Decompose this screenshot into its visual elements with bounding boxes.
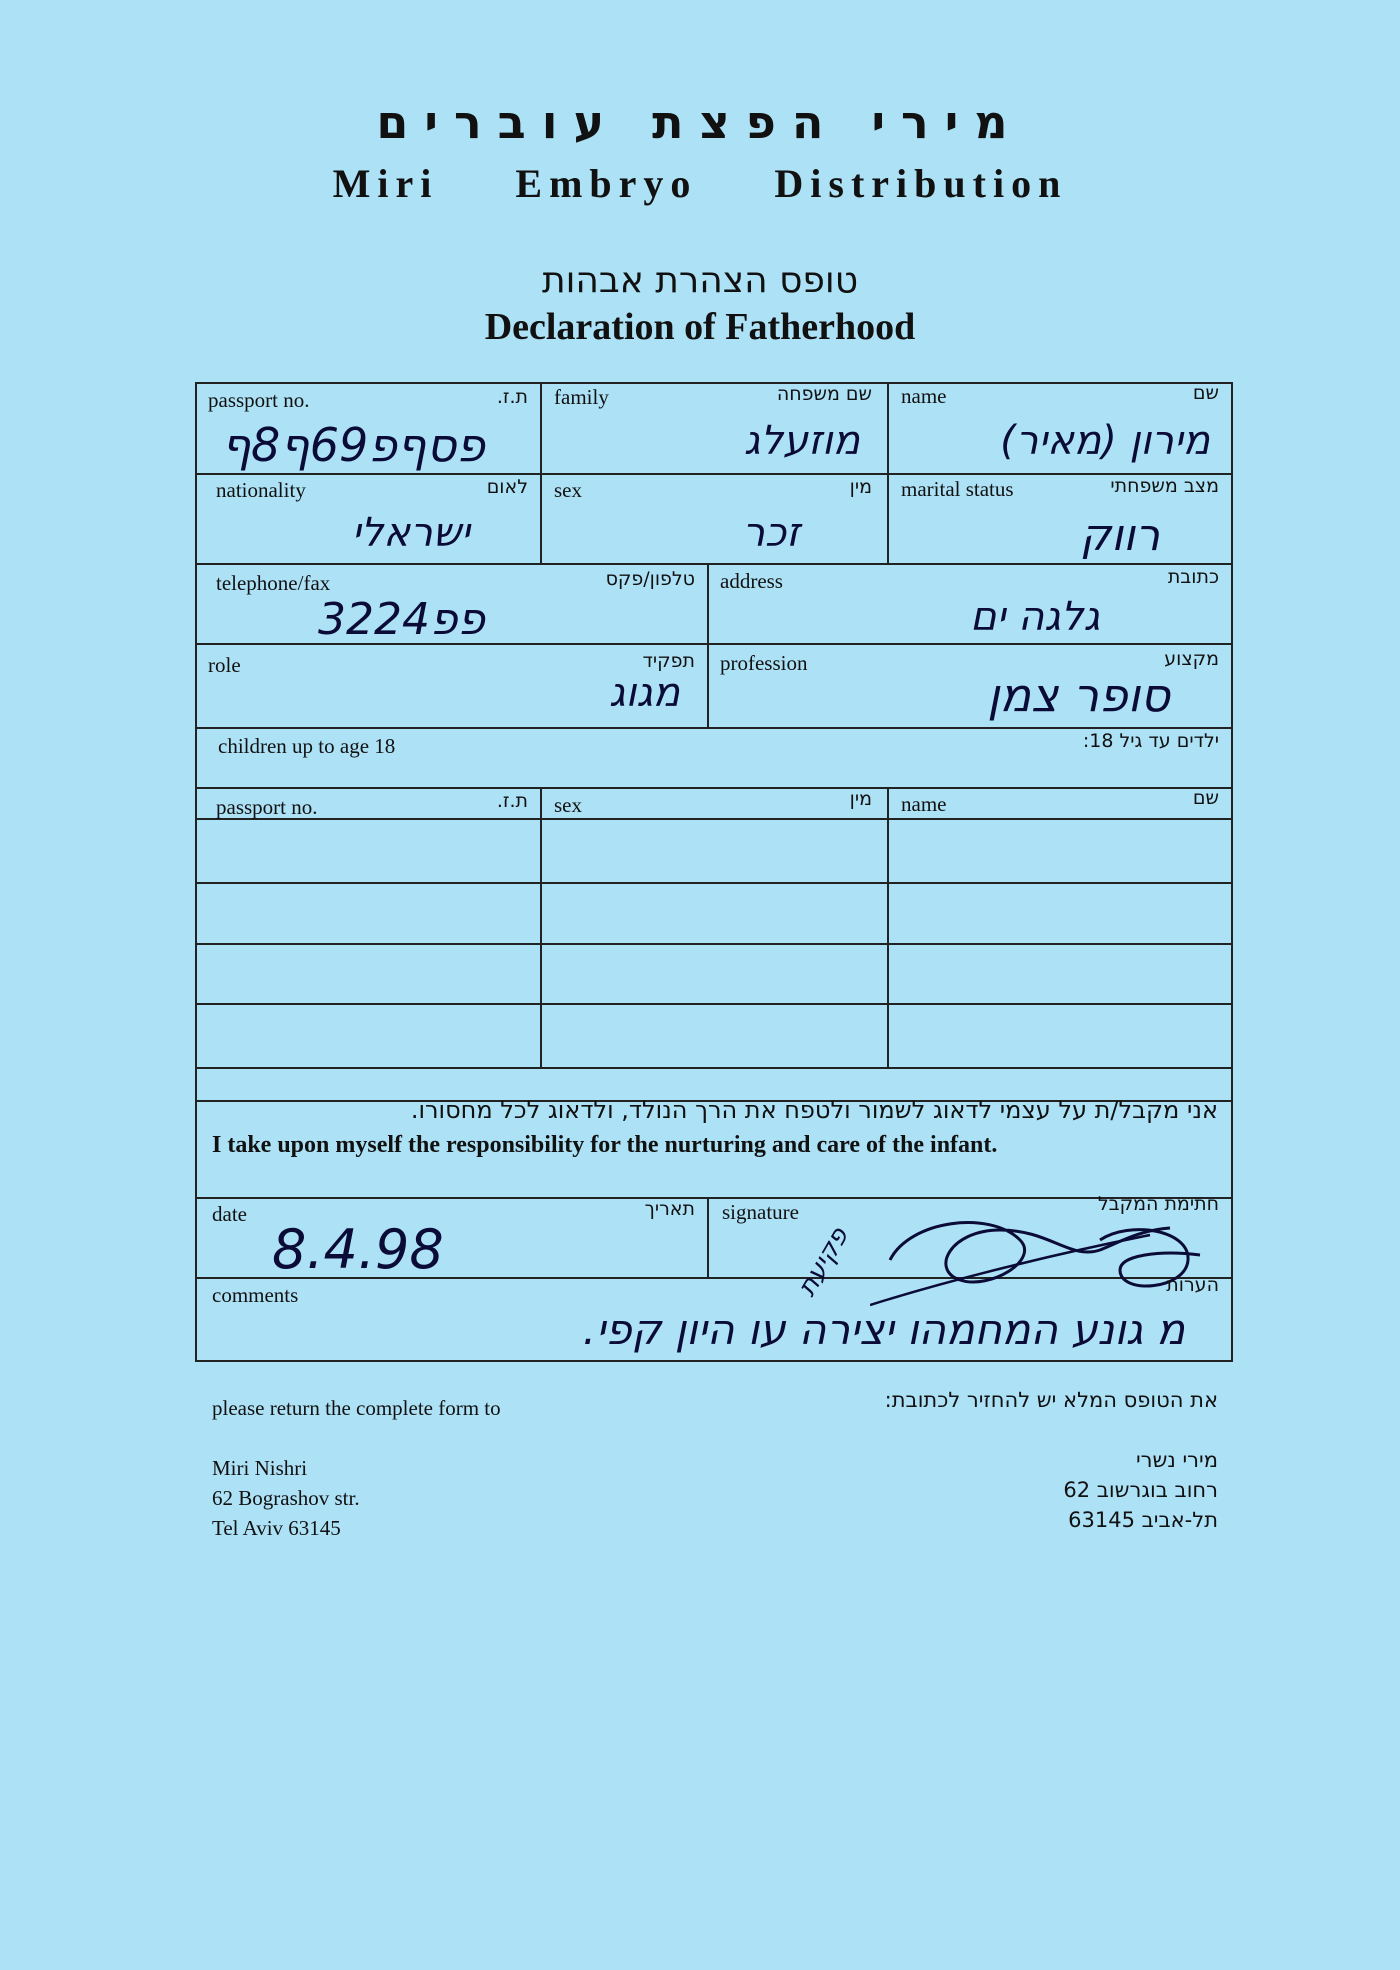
date-value[interactable]: 8.4.98 [272,1218,444,1281]
address-line-city: Tel Aviv 63145 [212,1516,341,1540]
organization-name-hebrew: מירי הפצת עוברים [376,95,1024,149]
nationality-value[interactable]: ישראלי [351,510,470,556]
role-value[interactable]: מגוג [608,670,680,716]
form-title-hebrew: טופס הצהרת אבהות [541,260,859,301]
sex-label: sex [554,478,582,502]
nationality-label-hebrew: לאום [486,476,528,498]
profession-label-hebrew: מקצוע [1164,648,1219,670]
passport-value[interactable]: פסףפ69ף8ף [221,418,485,472]
address-line-name: Miri Nishri [212,1456,308,1480]
date-label-hebrew: תאריך [644,1198,695,1220]
organization-name: Miri Embryo Distribution [332,161,1068,206]
address-line-name-hebrew: מירי נשרי [1135,1448,1218,1472]
address-line-city-hebrew: תל-אביב 63145 [1068,1508,1218,1532]
role-label: role [208,653,241,677]
address-label: address [720,569,783,593]
signature-label-hebrew: חתימת המקבל [1097,1193,1219,1215]
comments-label: comments [212,1283,299,1307]
comments-label-hebrew: הערות [1166,1274,1219,1296]
signature-image [870,1200,1210,1310]
address-value[interactable]: גלגה ים [969,594,1100,640]
telephone-value[interactable]: פפ3224 [318,594,485,645]
address-line-street-hebrew: רחוב בוגרשוב 62 [1063,1478,1218,1502]
role-label-hebrew: תפקיד [642,650,695,672]
family-label-hebrew: שם משפחה [776,383,872,405]
profession-value[interactable]: סופר צמן [987,668,1170,722]
name-label-hebrew: שם [1192,382,1219,404]
sex-value[interactable]: זכר [742,510,800,556]
nationality-label: nationality [216,478,306,502]
name-value[interactable]: מירון (מאיר) [1000,418,1210,464]
child-passport-column-header: passport no. [216,795,318,819]
telephone-label: telephone/fax [216,571,331,595]
form-title: Declaration of Fatherhood [484,306,916,348]
telephone-label-hebrew: טלפון/פקס [605,568,695,590]
children-label: children up to age 18 [218,734,396,758]
marital-status-value[interactable]: רווק [1079,510,1160,561]
responsibility-statement-hebrew: אני מקבל/ת על עצמי לדאוג לשמור ולטפח את הרך הנולד, ולדאוג לכל מחסורו. [410,1096,1218,1124]
sex-label-hebrew: מין [849,476,872,498]
address-label-hebrew: כתובת [1167,566,1219,588]
passport-label-hebrew: ת.ז. [496,386,528,408]
child-passport-column-header-hebrew: ת.ז. [496,790,528,812]
name-label: name [901,384,947,408]
family-value[interactable]: מוזעלג [743,418,860,464]
address-line-street: 62 Bograshov str. [212,1486,360,1510]
date-label: date [212,1202,247,1226]
family-label: family [554,385,609,409]
marital-status-label-hebrew: מצב משפחתי [1110,475,1219,497]
children-label-hebrew: ילדים עד גיל 18: [1082,730,1219,752]
profession-label: profession [720,651,808,675]
return-instructions: please return the complete form to [212,1396,501,1420]
responsibility-statement: I take upon myself the responsibility for the nurturing and care of the infant. [212,1132,998,1158]
marital-status-label: marital status [901,477,1014,501]
signature-margin-note: פקיעת [792,1222,855,1302]
passport-label: passport no. [208,388,310,412]
child-name-column-header-hebrew: שם [1192,787,1219,809]
signature-label: signature [722,1200,799,1224]
comments-value[interactable]: מ גונע המחמהו יצירה עו היון קפי. [582,1305,1185,1354]
child-sex-column-header-hebrew: מין [849,788,872,810]
child-sex-column-header: sex [554,793,582,817]
child-name-column-header: name [901,792,947,816]
return-instructions-hebrew: את הטופס המלא יש להחזיר לכתובת: [884,1388,1218,1412]
